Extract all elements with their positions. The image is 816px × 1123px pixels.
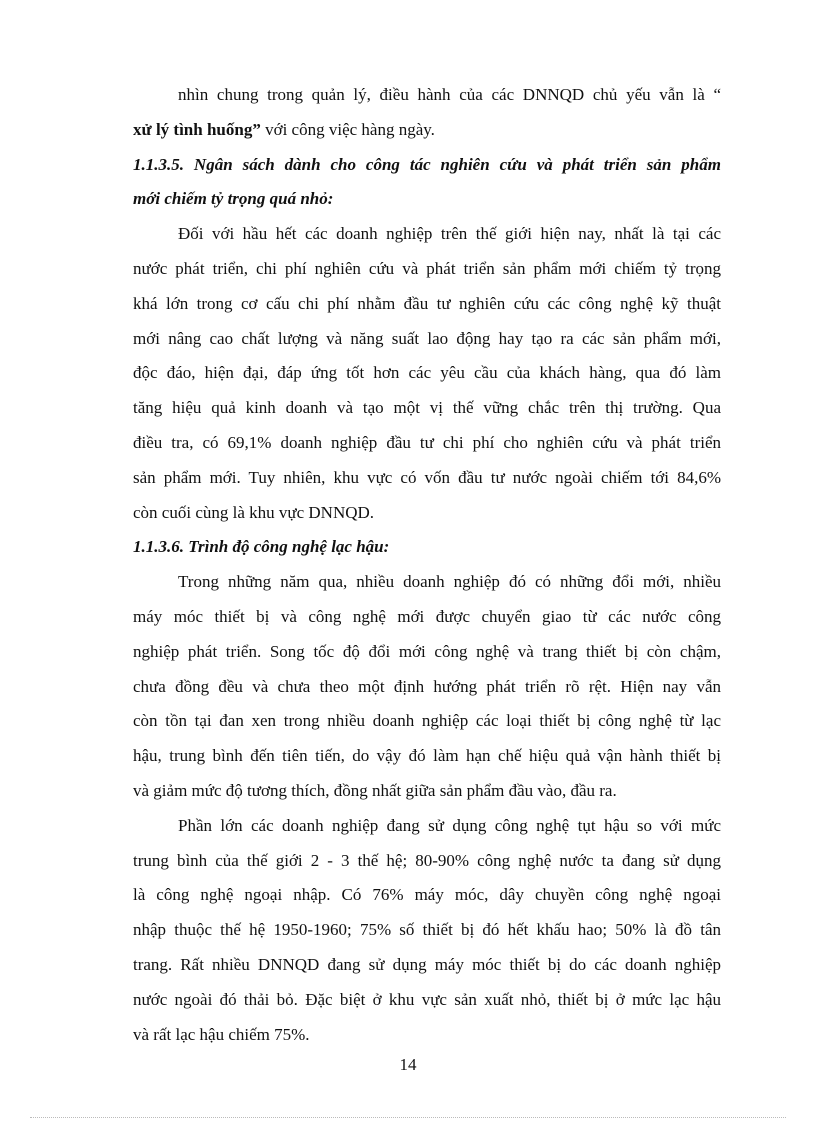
paragraph-line: Trong những năm qua, nhiều doanh nghiệp đó có những đổi mới, nhiều [178,572,721,592]
paragraph-line: còn tồn tại đan xen trong nhiều doanh nghiệp các loại thiết bị công nghệ từ lạc [133,711,721,731]
page-number: 14 [399,1055,417,1074]
paragraph-line: Phần lớn các doanh nghiệp đang sử dụng công nghệ tụt hậu so với mức [178,815,721,835]
paragraph-line: hậu, trung bình đến tiên tiến, do vậy đó làm hạn chế hiệu quả vận hành thiết bị [133,746,721,766]
text-line [133,113,721,148]
paragraph-line: tăng hiệu quả kinh doanh và tạo một vị thế vững chắc trên thị trường. Qua [133,398,721,418]
paragraph-line: nhập thuộc thế hệ 1950-1960; 75% số thiết bị đó hết khấu hao; 50% là đồ tân [133,920,721,940]
text-line: nhìn chung trong quản lý, điều hành của các DNNQD chủ yếu vẫn là “ [178,85,721,104]
paragraph-line: và rất lạc hậu chiếm 75%. [133,1024,310,1044]
paragraph-line: máy móc thiết bị và công nghệ mới được chuyển giao từ các nước công [133,606,721,626]
paragraph-line: trung bình của thế giới 2 - 3 thế hệ; 80-90% công nghệ nước ta đang sử dụng [133,850,721,870]
paragraph-line: mới nâng cao chất lượng và năng suất lao động hay tạo ra các sản phẩm mới, [133,328,721,348]
paragraph-line: còn cuối cùng là khu vực DNNQD. [133,502,375,522]
paragraph-line: chưa đồng đều và chưa theo một định hướng phát triển rõ rệt. Hiện nay vẫn [133,676,721,696]
section-heading-1-1-3-6: 1.1.3.6. Trình độ công nghệ lạc hậu: [133,537,390,557]
section-heading-1-1-3-5: 1.1.3.5. Ngân sách dành cho công tác nghiên cứu và phát triển sản phẩm [133,154,721,174]
section-heading-1-1-3-5-cont: mới chiếm tỷ trọng quá nhỏ: [133,189,334,209]
paragraph-line: nghiệp phát triển. Song tốc độ đổi mới công nghệ và trang thiết bị còn chậm, [133,641,721,661]
bold-phrase: xử lý tình huống” [133,119,261,139]
paragraph-line: khá lớn trong cơ cấu chi phí nhằm đầu tư nghiên cứu các công nghệ kỹ thuật [133,293,721,313]
paragraph-line: là công nghệ ngoại nhập. Có 76% máy móc, dây chuyền công nghệ ngoại [133,885,721,905]
paragraph-line: và giảm mức độ tương thích, đồng nhất giữa sản phẩm đầu vào, đầu ra. [133,780,617,800]
paragraph-line: trang. Rất nhiều DNNQD đang sử dụng máy móc thiết bị do các doanh nghiệp [133,954,721,974]
paragraph-line: độc đáo, hiện đại, đáp ứng tốt hơn các yêu cầu của khách hàng, qua đó làm [133,363,721,383]
paragraph-line: nước ngoài đó thải bỏ. Đặc biệt ở khu vực sản xuất nhỏ, thiết bị ở mức lạc hậu [133,989,721,1009]
paragraph-line: nước phát triển, chi phí nghiên cứu và phát triển sản phẩm mới chiếm tỷ trọng [133,258,721,278]
paragraph-line: Đối với hầu hết các doanh nghiệp trên thế giới hiện nay, nhất là tại các [178,224,721,244]
paragraph-line: sản phẩm mới. Tuy nhiên, khu vực có vốn đầu tư nước ngoài chiếm tới 84,6% [133,467,721,487]
page-bottom-divider [30,1117,786,1118]
text-span: với công việc hàng ngày. [260,119,435,139]
document-page [133,78,721,1052]
paragraph-line: điều tra, có 69,1% doanh nghiệp đầu tư chi phí cho nghiên cứu và phát triển [133,432,721,452]
